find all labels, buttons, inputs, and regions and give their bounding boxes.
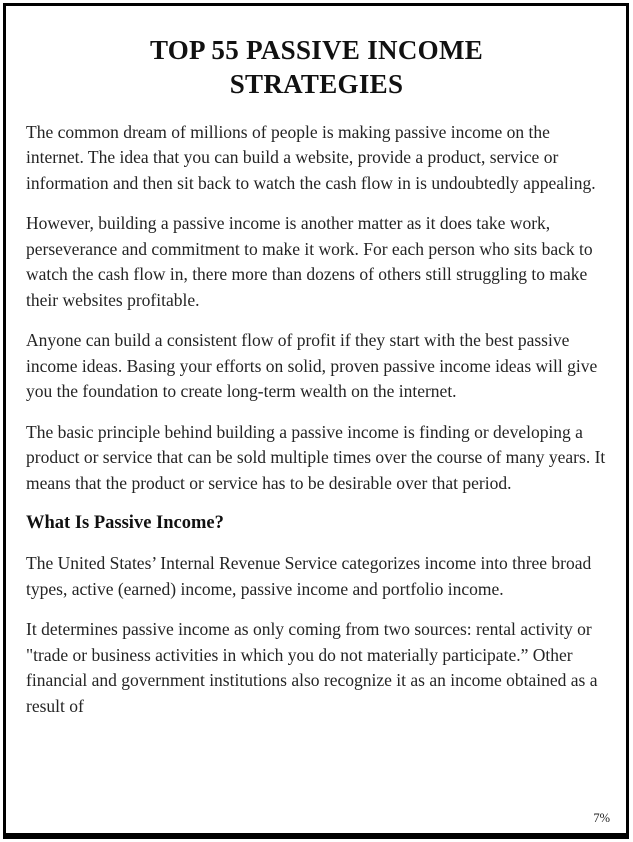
document-title: TOP 55 PASSIVE INCOME STRATEGIES [149,35,484,99]
page-content [6,6,626,719]
paragraph-3: Anyone can build a consistent flow of profit if they start with the best passive income ideas. Basing your efforts on solid, proven passive income ideas will give you the foundation to create long-term wealth on the internet. [26,330,598,401]
paragraph-2: However, building a passive income is another matter as it does take work, perseverance and commitment to make it work. For each person who sits back to watch the cash flow in, there more than dozens of others still struggling to make their websites profitable. [26,213,593,310]
paragraph-4: The basic principle behind building a passive income is finding or developing a product or service that can be sold multiple times over the course of many years. It means that the product or service has to be desirable over that period. [26,421,606,493]
section-heading: What Is Passive Income? [26,513,224,533]
reader-page[interactable] [3,3,629,839]
paragraph-6: It determines passive income as only coming from two sources: rental activity or "trade or business activities in which you do not materially participate.” Other financial and government institutions also recognize it as an income obtained as a result of [26,619,598,716]
reading-progress: 7% [593,811,610,825]
paragraph-1: The common dream of millions of people is making passive income on the internet. The idea that you can build a website, provide a product, service or information and then sit back to watch the cash flow in is undoubtedly appealing. [26,121,596,193]
paragraph-5: The United States’ Internal Revenue Service categorizes income into three broad types, active (earned) income, passive income and portfolio income. [26,553,592,599]
